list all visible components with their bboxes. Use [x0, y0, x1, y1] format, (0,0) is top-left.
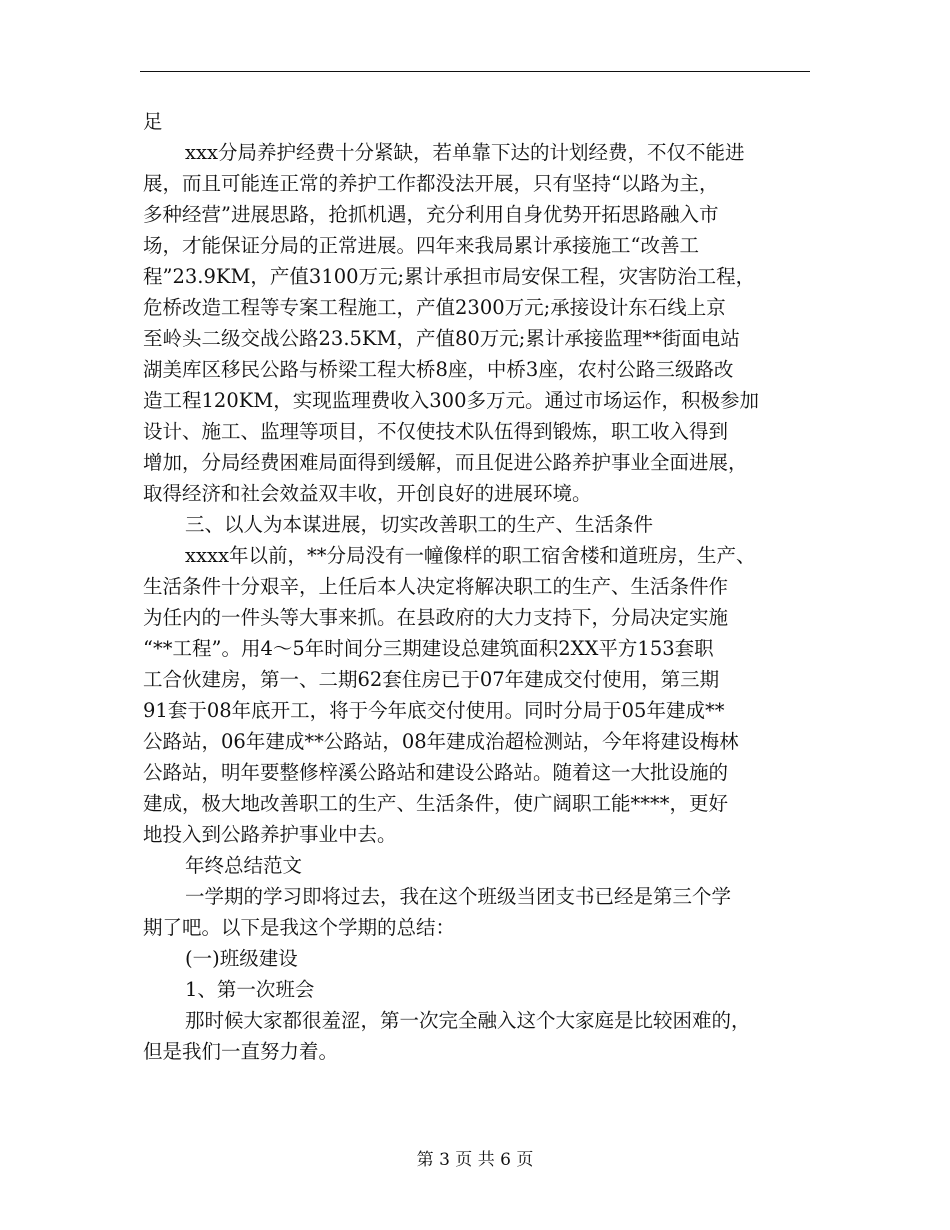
text-line: 91套于08年底开工，将于今年底交付使用。同时分局于05年建成** — [143, 699, 725, 722]
text-line: 危桥改造工程等专案工程施工，产值2300万元;承接设计东石线上京 — [143, 296, 726, 319]
text-line: 公路站，明年要整修梓溪公路站和建设公路站。随着这一大批设施的 — [143, 761, 729, 784]
text-line: 1、第一次班会 — [185, 978, 315, 1001]
text-line: xxx分局养护经费十分紧缺，若单靠下达的计划经费，不仅不能进 — [185, 141, 745, 164]
text-line: 期了吧。以下是我这个学期的总结： — [143, 916, 456, 939]
header-rule — [140, 71, 810, 72]
text-line: 展，而且可能连正常的养护工作都没法开展，只有坚持“以路为主， — [143, 172, 719, 195]
text-line: 增加，分局经费困难局面得到缓解，而且促进公路养护事业全面进展， — [143, 451, 748, 474]
text-line: 建成，极大地改善职工的生产、生活条件，使广阔职工能****，更好 — [143, 792, 729, 815]
text-line: 造工程120KM，实现监理费收入300多万元。通过市场运作，积极参加 — [143, 389, 759, 412]
text-line: 年终总结范文 — [185, 854, 303, 877]
document-body — [143, 106, 813, 1067]
text-line: 足 — [143, 110, 163, 133]
text-line: 程”23.9KM，产值3100万元;累计承担市局安保工程，灾害防治工程， — [143, 265, 756, 288]
text-line: xxxx年以前，**分局没有一幢像样的职工宿舍楼和道班房，生产、 — [185, 544, 756, 567]
text-line: 三、以人为本谋进展，切实改善职工的生产、生活条件 — [185, 513, 654, 536]
text-line: 地投入到公路养护事业中去。 — [143, 823, 397, 846]
text-line: 但是我们一直努力着。 — [143, 1040, 339, 1063]
text-line: 取得经济和社会效益双丰收，开创良好的进展环境。 — [143, 482, 592, 505]
text-line: 公路站，06年建成**公路站，08年建成治超检测站，今年将建设梅林 — [143, 730, 739, 753]
text-line: 生活条件十分艰辛，上任后本人决定将解决职工的生产、生活条件作 — [143, 575, 729, 598]
text-line: 多种经营”进展思路，抢抓机遇，充分利用自身优势开拓思路融入市 — [143, 203, 719, 226]
text-line: 湖美库区移民公路与桥梁工程大桥8座，中桥3座，农村公路三级路改 — [143, 358, 734, 381]
text-line: 一学期的学习即将过去，我在这个班级当团支书已经是第三个学 — [185, 885, 732, 908]
text-line: 为任内的一件头等大事来抓。在县政府的大力支持下，分局决定实施 — [143, 606, 729, 629]
text-line: 设计、施工、监理等项目，不仅使技术队伍得到锻炼，职工收入得到 — [143, 420, 729, 443]
text-line: 那时候大家都很羞涩，第一次完全融入这个大家庭是比较困难的， — [185, 1009, 751, 1032]
text-line: 工合伙建房，第一、二期62套住房已于07年建成交付使用，第三期 — [143, 668, 720, 691]
page-number-footer: 第 3 页 共 6 页 — [416, 1150, 534, 1170]
text-line: “**工程”。用4～5年时间分三期建设总建筑面积2XX平方153套职 — [143, 637, 714, 660]
text-line: 至岭头二级交战公路23.5KM，产值80万元;累计承接监理**街面电站 — [143, 327, 740, 350]
text-line: (一)班级建设 — [185, 947, 298, 970]
text-line: 场，才能保证分局的正常进展。四年来我局累计承接施工“改善工 — [143, 234, 699, 257]
